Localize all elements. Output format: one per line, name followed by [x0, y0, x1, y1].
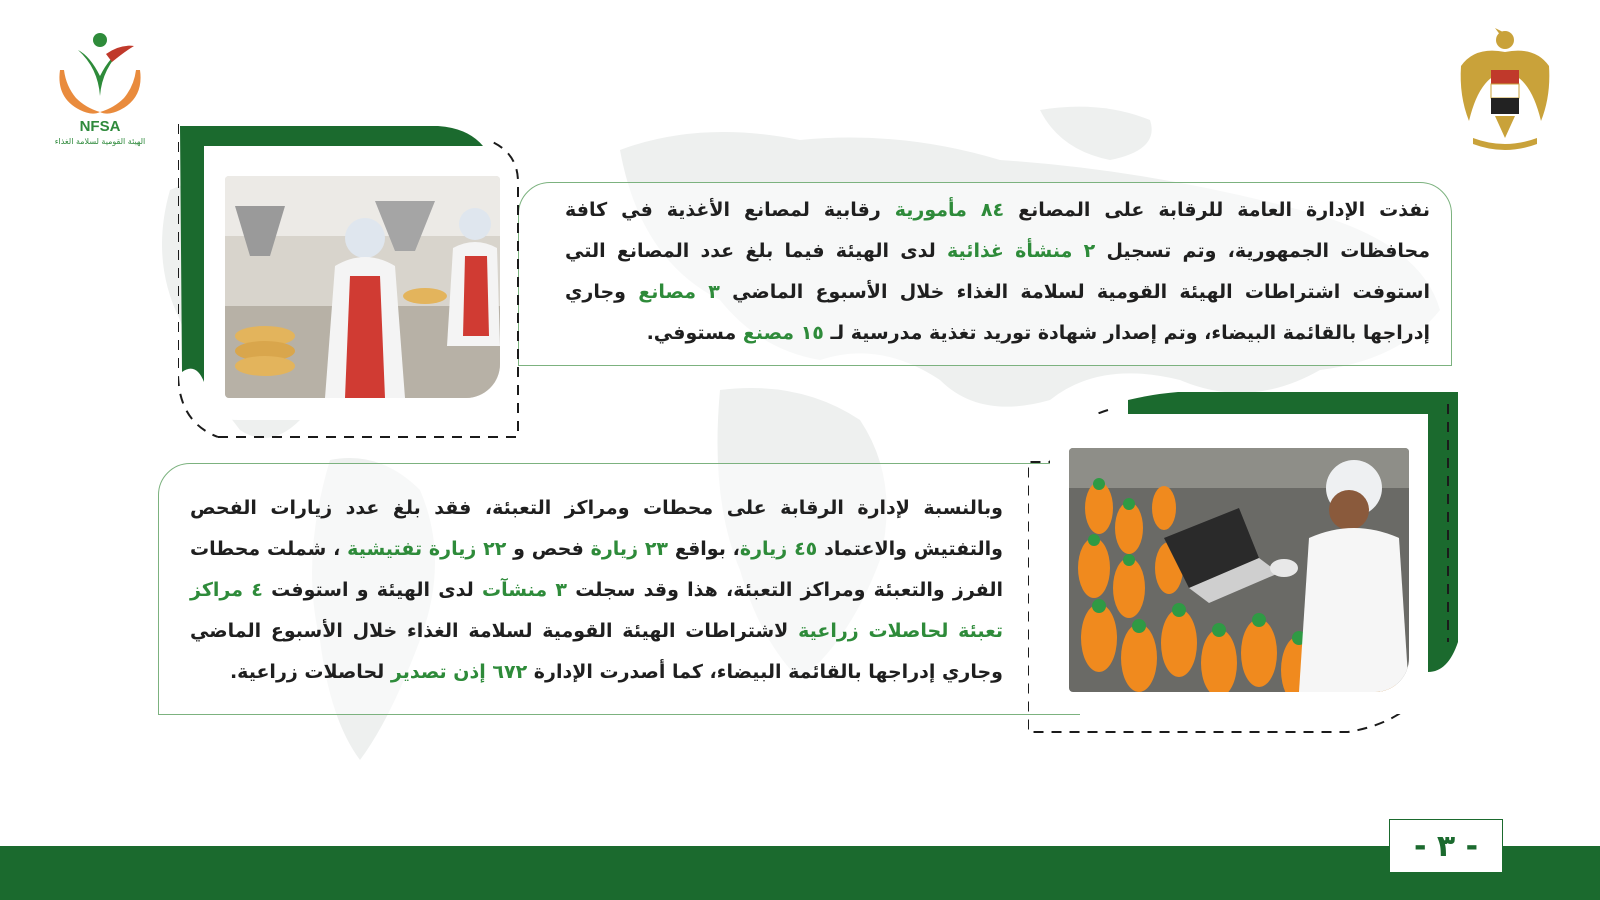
- s1-highlight-missions: ٨٤ مأمورية: [894, 199, 1005, 221]
- nfsa-logo: [40, 28, 160, 158]
- s1-text-2: رقابية لمصانع الأغذية في كافة محافظات الجمهورية، وتم تسجيل: [565, 199, 1430, 262]
- s2-highlight-visits: ٤٥ زيارة: [739, 538, 818, 560]
- s2-highlight-exam-visits: ٢٣ زيارة: [590, 538, 669, 560]
- s2-text-2: ، بواقع: [668, 538, 740, 560]
- s2-text-7: لحاصلات زراعية.: [229, 661, 391, 683]
- s2-text-1: وبالنسبة لإدارة الرقابة على محطات ومراكز التعبئة، فقد بلغ عدد زيارات الفحص والتفتيش والاعتماد: [190, 497, 1003, 560]
- logo-brand-text: NFSA: [79, 118, 121, 135]
- factory-workers-photo: [225, 176, 500, 398]
- s1-text-3: لدى الهيئة فيما بلغ عدد المصانع التي استوفت اشتراطات الهيئة القومية لسلامة الغذاء خلال الأسبوع الماضي: [565, 240, 1430, 303]
- s1-highlight-factories: ٣ مصانع: [638, 281, 720, 303]
- s2-text-6: لاشتراطات الهيئة القومية لسلامة الغذاء خلال الأسبوع الماضي وجاري إدراجها بالقائمة البيضاء، كما أصدرت الإدارة: [190, 620, 1003, 683]
- logo-subtitle: الهيئة القومية لسلامة الغذاء: [54, 137, 146, 146]
- nfsa-hands-logo-icon: [50, 28, 150, 120]
- section2-paragraph: [190, 488, 1003, 693]
- section1-paragraph: [565, 190, 1430, 354]
- s2-text-3: فحص و: [506, 538, 591, 560]
- s2-text-4: ، شملت محطات الفرز والتعبئة ومراكز التعبئة، هذا وقد سجلت: [190, 538, 1003, 601]
- bottling-line-photo: [1069, 448, 1409, 692]
- s1-text-4: وجاري إدراجها بالقائمة البيضاء، وتم إصدار شهادة توريد تغذية مدرسية لـ: [565, 281, 1430, 344]
- page-number: - ٣ -: [1413, 828, 1479, 864]
- s2-highlight-packing-centers: ٤ مراكز تعبئة لحاصلات زراعية: [190, 579, 1003, 642]
- s1-highlight-facilities: ٢ منشأة غذائية: [947, 240, 1096, 262]
- s1-text-5: مستوفي.: [646, 322, 743, 344]
- eagle-emblem-icon: [1455, 26, 1555, 151]
- s2-highlight-facilities: ٣ منشآت: [482, 579, 567, 601]
- s2-highlight-export-permits: ٦٧٢ إذن تصدير: [390, 661, 528, 683]
- s1-highlight-factory-count: ١٥ مصنع: [742, 322, 824, 344]
- footer-bar: [0, 846, 1600, 900]
- s2-highlight-inspection-visits: ٢٢ زيارة تفتيشية: [347, 538, 507, 560]
- s2-text-5: لدى الهيئة و استوفت: [262, 579, 483, 601]
- page-number-box: [1389, 819, 1503, 873]
- s1-text-1: نفذت الإدارة العامة للرقابة على المصانع: [1004, 199, 1430, 221]
